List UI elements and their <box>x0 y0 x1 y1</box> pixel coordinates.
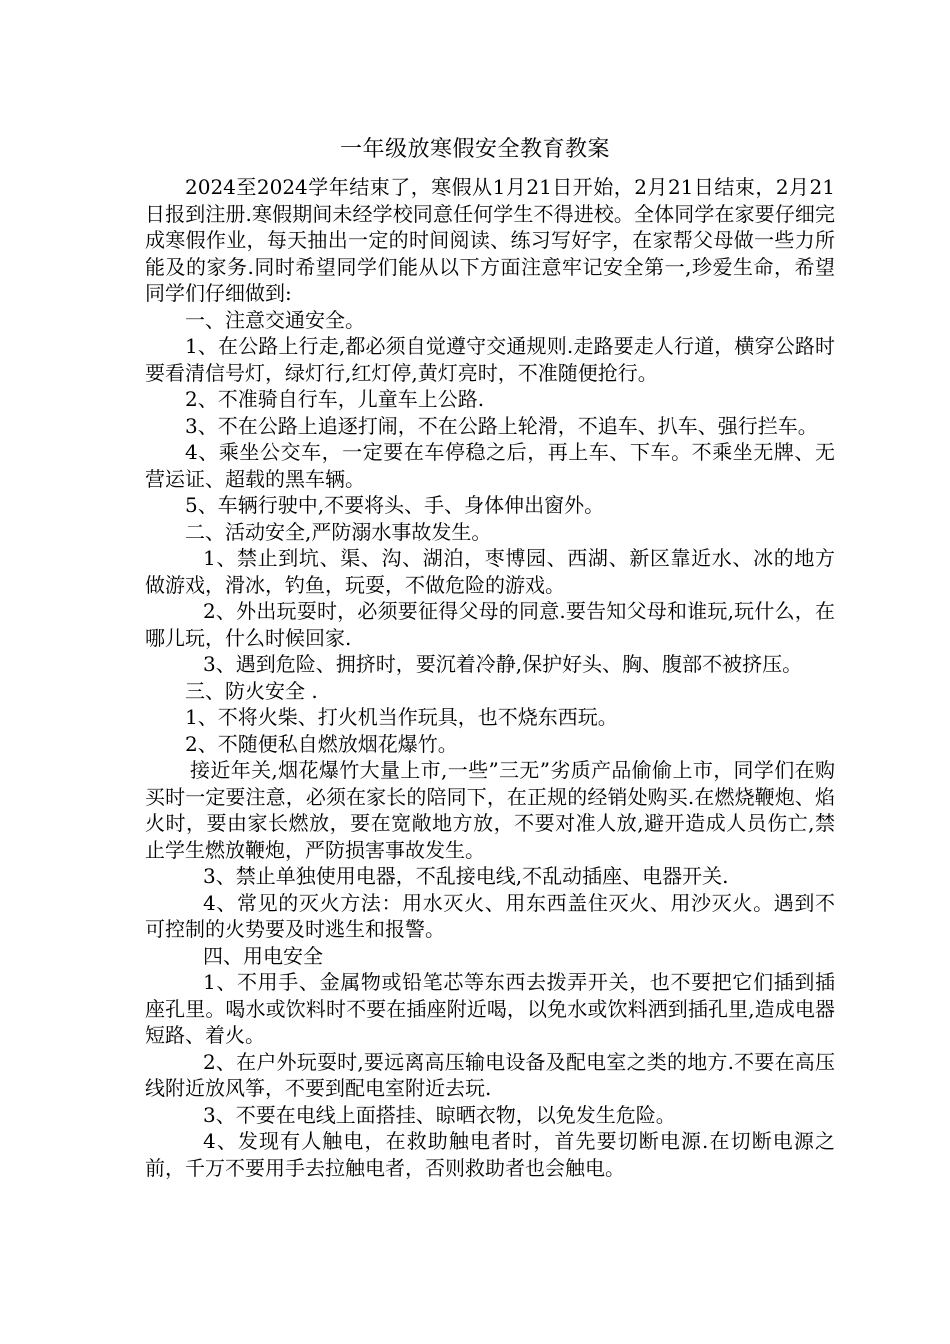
traffic-item-5: 5、车辆行驶中,不要将头、手、身体伸出窗外。 <box>185 493 605 517</box>
activity-item-3: 3、遇到危险、拥挤时，要沉着冷静,保护好头、胸、腹部不被挤压。 <box>203 652 803 676</box>
fire-item-4: 4、常见的灭火方法：用水灭火、用东西盖住灭火、用沙灭火。遇到不可控制的火势要及时逃生和报警。 <box>145 890 835 941</box>
traffic-item-4: 4、乘坐公交车，一定要在车停稳之后，再上车、下车。不乘坐无牌、无营运证、超载的黑车辆。 <box>145 440 835 491</box>
electric-item-2: 2、在户外玩耍时,要远离高压输电设备及配电室之类的地方.不要在高压线附近放风筝，不要到配电室附近去玩. <box>145 1049 835 1100</box>
fire-item-3: 3、禁止单独使用电器，不乱接电线,不乱动插座、电器开关. <box>203 864 729 888</box>
document-title: 一年级放寒假安全教育教案 <box>339 137 610 162</box>
fire-note-paragraph: 接近年关,烟花爆竹大量上市,一些”三无”劣质产品偷偷上市，同学们在购买时一定要注意，必须在家长的陪同下，在正规的经销处购买.在燃烧鞭炮、焰火时，要由家长燃放，要在宽敞地方放，不要对准人放,避开造成人员伤亡,禁止学生燃放鞭炮，严防损害事故发生。 <box>145 758 835 862</box>
traffic-item-1: 1、在公路上行走,都必须自觉遵守交通规则.走路要走人行道，横穿公路时要看清信号灯，绿灯行,红灯停,黄灯亮时，不准随便抢行。 <box>145 334 835 385</box>
section-heading-traffic: 一、注意交通安全。 <box>185 307 365 332</box>
traffic-item-3: 3、不在公路上追逐打闹，不在公路上轮滑，不追车、扒车、强行拦车。 <box>185 413 818 438</box>
electric-item-3: 3、不要在电线上面搭挂、晾晒衣物，以免发生危险。 <box>203 1102 676 1127</box>
electric-item-1: 1、不用手、金属物或铅笔芯等东西去拨弄开关，也不要把它们插到插座孔里。喝水或饮料时不要在插座附近喝，以免水或饮料洒到插孔里,造成电器短路、着火。 <box>145 970 835 1047</box>
fire-item-2: 2、不随便私自燃放烟花爆竹。 <box>185 731 458 756</box>
fire-item-1: 1、不将火柴、打火机当作玩具，也不烧东西玩。 <box>185 705 618 729</box>
traffic-item-2: 2、不准骑自行车，儿童车上公路. <box>185 387 485 411</box>
activity-item-1: 1、禁止到坑、渠、沟、湖泊，枣博园、西湖、新区靠近水、冰的地方做游戏，滑冰，钓鱼，玩耍，不做危险的游戏。 <box>145 546 835 597</box>
electric-item-4: 4、发现有人触电，在救助触电者时，首先要切断电源.在切断电源之前，千万不要用手去拉触电者，否则救助者也会触电。 <box>145 1129 835 1180</box>
section-heading-activity: 二、活动安全,严防溺水事故发生。 <box>185 519 492 544</box>
activity-item-2: 2、外出玩耍时，必须要征得父母的同意.要告知父母和谁玩,玩什么，在哪儿玩，什么时候回家. <box>145 599 835 650</box>
intro-paragraph: 2024至2024学年结束了，寒假从1月21日开始，2月21日结束，2月21日报到注册.寒假期间未经学校同意任何学生不得进校。全体同学在家要仔细完成寒假作业，每天抽出一定的时间阅读、练习写好字，在家帮父母做一些力所能及的家务.同时希望同学们能从以下方面注意牢记安全第一,珍爱生命，希望同学们仔细做到: <box>145 175 835 305</box>
section-heading-electric: 四、用电安全 <box>203 943 323 968</box>
section-heading-fire: 三、防火安全 . <box>185 678 318 703</box>
document-body <box>145 174 835 1181</box>
